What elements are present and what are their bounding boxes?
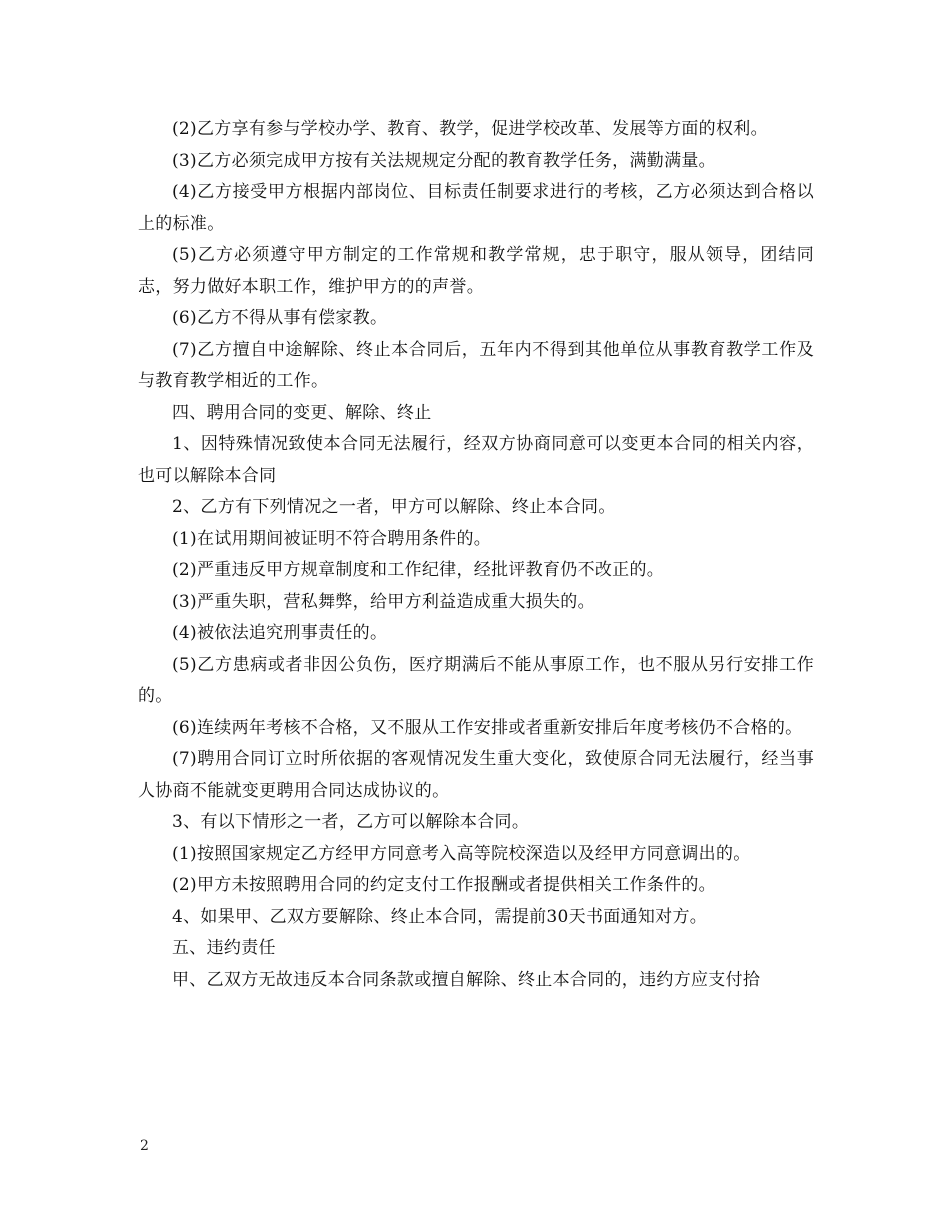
paragraph: (5)乙方必须遵守甲方制定的工作常规和教学常规，忠于职守，服从领导，团结同志，努力做好本职工作，维护甲方的的声誉。 xyxy=(138,245,814,297)
paragraph: (4)被依法追究刑事责任的。 xyxy=(172,623,388,643)
document-body xyxy=(138,114,814,996)
paragraph: 1、因特殊情况致使本合同无法履行，经双方协商同意可以变更本合同的相关内容，也可以解除本合同 xyxy=(138,434,814,486)
paragraph: (1)在试用期间被证明不符合聘用条件的。 xyxy=(172,528,492,549)
page-number: 2 xyxy=(140,1138,149,1154)
paragraph: 甲、乙双方无故违反本合同条款或擅自解除、终止本合同的，违约方应支付拾 xyxy=(172,969,761,990)
paragraph: (6)乙方不得从事有偿家教。 xyxy=(172,308,388,328)
paragraph: (2)乙方享有参与学校办学、教育、教学，促进学校改革、发展等方面的权利。 xyxy=(172,119,768,139)
paragraph: (4)乙方接受甲方根据内部岗位、目标责任制要求进行的考核，乙方必须达到合格以上的标准。 xyxy=(138,182,814,234)
paragraph: (3)乙方必须完成甲方按有关法规规定分配的教育教学任务，满勤满量。 xyxy=(172,150,716,171)
section-heading: 五、违约责任 xyxy=(172,938,276,958)
paragraph: 4、如果甲、乙双方要解除、终止本合同，需提前30天书面通知对方。 xyxy=(172,906,708,927)
paragraph: (3)严重失职，营私舞弊，给甲方利益造成重大损失的。 xyxy=(172,591,595,612)
paragraph: (6)连续两年考核不合格，又不服从工作安排或者重新安排后年度考核仍不合格的。 xyxy=(172,717,803,738)
paragraph: 3、有以下情形之一者，乙方可以解除本合同。 xyxy=(172,812,530,832)
paragraph: (2)甲方未按照聘用合同的约定支付工作报酬或者提供相关工作条件的。 xyxy=(172,875,716,895)
paragraph: 2、乙方有下列情况之一者，甲方可以解除、终止本合同。 xyxy=(172,497,616,517)
paragraph: (1)按照国家规定乙方经甲方同意考入高等院校深造以及经甲方同意调出的。 xyxy=(172,843,751,864)
section-heading: 四、聘用合同的变更、解除、终止 xyxy=(172,402,432,423)
paragraph: (5)乙方患病或者非因公负伤，医疗期满后不能从事原工作，也不服从另行安排工作的。 xyxy=(138,654,814,706)
paragraph: (2)严重违反甲方规章制度和工作纪律，经批评教育仍不改正的。 xyxy=(172,560,665,580)
paragraph: (7)聘用合同订立时所依据的客观情况发生重大变化，致使原合同无法履行，经当事人协商不能就变更聘用合同达成协议的。 xyxy=(138,749,814,801)
paragraph: (7)乙方擅自中途解除、终止本合同后，五年内不得到其他单位从事教育教学工作及与教育教学相近的工作。 xyxy=(138,339,814,391)
